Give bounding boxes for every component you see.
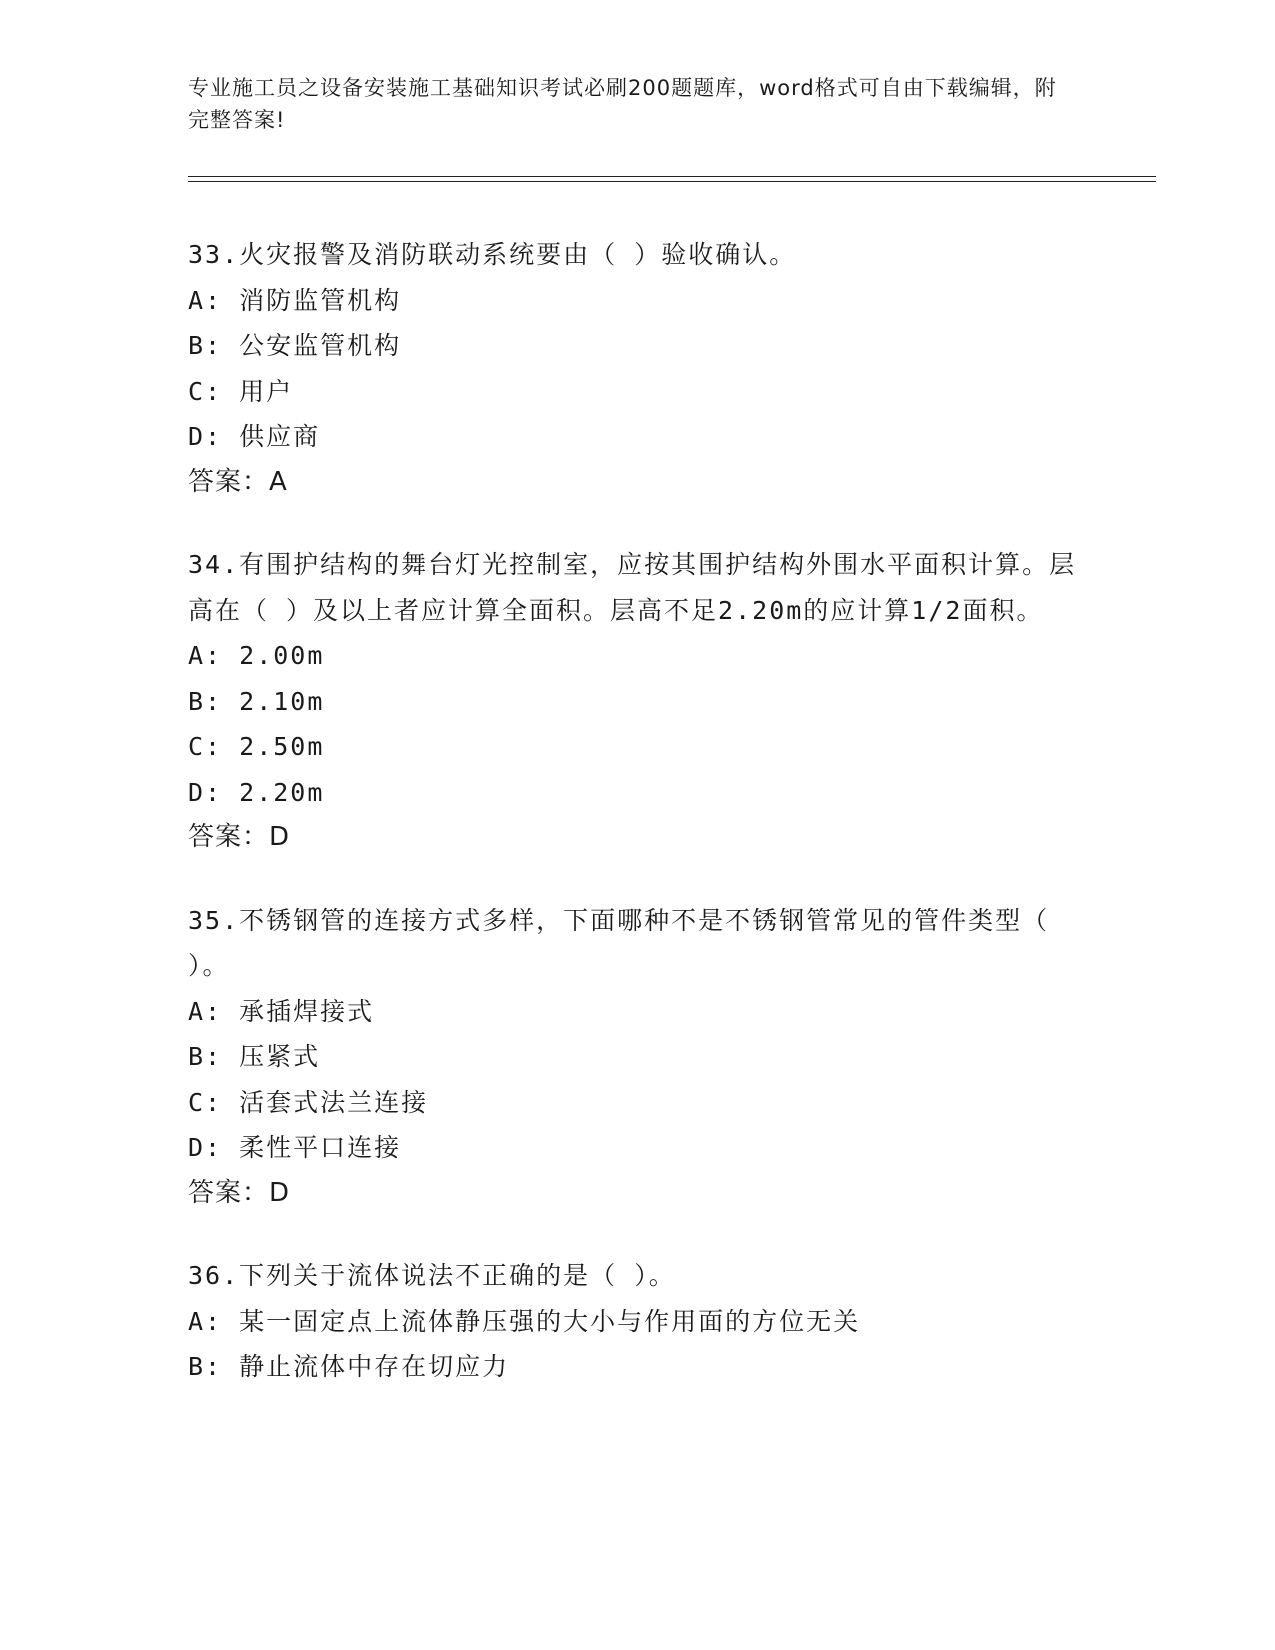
answer: 答案：D [188, 1177, 291, 1208]
option-c: C: 2.50m [188, 732, 325, 761]
option-d: D: 2.20m [188, 777, 325, 807]
question-text: 35.不锈钢管的连接方式多样，下面哪种不是不锈钢管常见的管件类型（ ）。 [188, 905, 1050, 980]
question-text: 33.火灾报警及消防联动系统要由（ ）验收确认。 [188, 240, 797, 269]
question-34 [188, 542, 1078, 861]
question-list [188, 232, 1078, 1427]
option-c: C: 活套式法兰连接 [188, 1087, 429, 1117]
option-a: A: 某一固定点上流体静压强的大小与作用面的方位无关 [188, 1306, 861, 1336]
option-b: B: 静止流体中存在切应力 [188, 1352, 510, 1381]
question-text: 34.有围护结构的舞台灯光控制室，应按其围护结构外围水平面积计算。层高在（ ）及以上者应计算全面积。层高不足2.20m的应计算1/2面积。 [188, 550, 1077, 625]
option-b: B: 2.10m [188, 686, 325, 716]
question-text: 36.下列关于流体说法不正确的是（ ）。 [188, 1261, 676, 1290]
answer: 答案：A [188, 466, 288, 497]
option-d: D: 供应商 [188, 422, 321, 451]
header-divider-top [188, 176, 1156, 177]
option-b: B: 压紧式 [188, 1042, 321, 1071]
question-36 [188, 1253, 1078, 1390]
question-33 [188, 232, 1078, 505]
option-a: A: 消防监管机构 [188, 285, 402, 315]
document-title: 专业施工员之设备安装施工基础知识考试必刷200题题库，word格式可自由下载编辑，附完整答案! [188, 76, 1057, 132]
question-35 [188, 898, 1078, 1217]
option-b: B: 公安监管机构 [188, 331, 402, 360]
option-c: C: 用户 [188, 376, 294, 406]
option-d: D: 柔性平口连接 [188, 1133, 402, 1162]
option-a: A: 2.00m [188, 641, 325, 670]
answer: 答案：D [188, 822, 291, 852]
option-a: A: 承插焊接式 [188, 996, 375, 1026]
header-divider-bottom [188, 181, 1156, 182]
document-header [188, 72, 1068, 136]
